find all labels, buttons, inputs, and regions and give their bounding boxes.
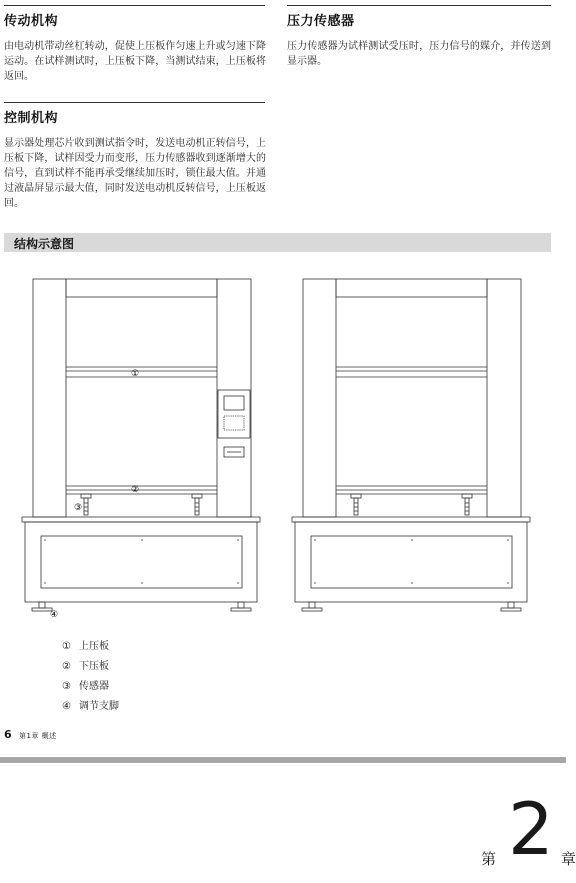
page-divider-bar	[0, 757, 566, 763]
rear-top-crossbeam	[336, 279, 487, 297]
legend-label: 上压板	[78, 641, 109, 652]
leveling-foot-left	[32, 608, 52, 611]
page-number: 6	[4, 728, 12, 741]
base-access-panel	[41, 536, 242, 588]
legend-item	[62, 677, 119, 697]
marker-leveling-foot: ④	[50, 610, 59, 620]
legend-num: ①	[62, 641, 71, 652]
rear-left-column	[303, 279, 336, 517]
legend-label: 下压板	[78, 661, 109, 672]
legend-item	[62, 657, 119, 677]
legend-num: ③	[62, 681, 71, 692]
rear-right-column	[487, 279, 521, 517]
legend-label: 传感器	[78, 681, 109, 692]
heading-structure: 结构示意图	[14, 237, 75, 251]
legend-num: ④	[62, 701, 71, 712]
marker-sensor: ③	[74, 503, 83, 513]
heading-sensor: 压力传感器	[287, 14, 355, 29]
lcd-screen	[224, 396, 244, 410]
paragraph-drive: 由电动机带动丝杠转动，促使上压板作匀速上升或匀速下降运动。在试样测试时，上压板下降，当测试结束，上压板将返回。	[4, 41, 266, 82]
paragraph-control: 显示器处理芯片收到测试指令时，发送电动机正转信号，上压板下降，试样因受力而变形，压力传感器收到逐渐增大的信号，直到试样不能再承受继续加压时，锁住最大值。并通过液晶屏显示最大值，同时发送电动机反转信号，上压板返回。	[4, 138, 266, 209]
keypad	[224, 416, 244, 430]
machine-rear-view	[292, 279, 530, 611]
running-footer-chapter: 第1章 概述	[19, 732, 57, 740]
rear-base-cabinet	[295, 522, 527, 602]
diagram-legend	[62, 637, 119, 717]
right-column	[217, 279, 251, 517]
chapter-suffix: 章	[561, 850, 576, 868]
machine-front-view	[22, 279, 260, 611]
sensor-right	[192, 494, 202, 498]
chapter-prefix: 第	[481, 850, 497, 868]
heading-drive: 传动机构	[4, 14, 59, 29]
marker-upper-plate: ①	[131, 369, 140, 379]
leveling-foot-right	[231, 608, 251, 611]
heading-control: 控制机构	[4, 111, 59, 126]
display-panel	[218, 390, 250, 438]
chapter-number: 2	[508, 787, 554, 871]
legend-num: ②	[62, 661, 71, 672]
base-top-plate	[22, 517, 260, 522]
top-crossbeam	[66, 279, 217, 297]
sensor-left	[81, 494, 91, 498]
legend-item	[62, 697, 119, 717]
base-cabinet	[25, 522, 257, 602]
legend-label: 调节支脚	[78, 701, 119, 712]
legend-item	[62, 637, 119, 657]
marker-lower-plate: ②	[131, 485, 140, 495]
left-column	[33, 279, 66, 517]
paragraph-sensor: 压力传感器为试样测试受压时，压力信号的媒介，并传送到显示器。	[287, 41, 551, 67]
